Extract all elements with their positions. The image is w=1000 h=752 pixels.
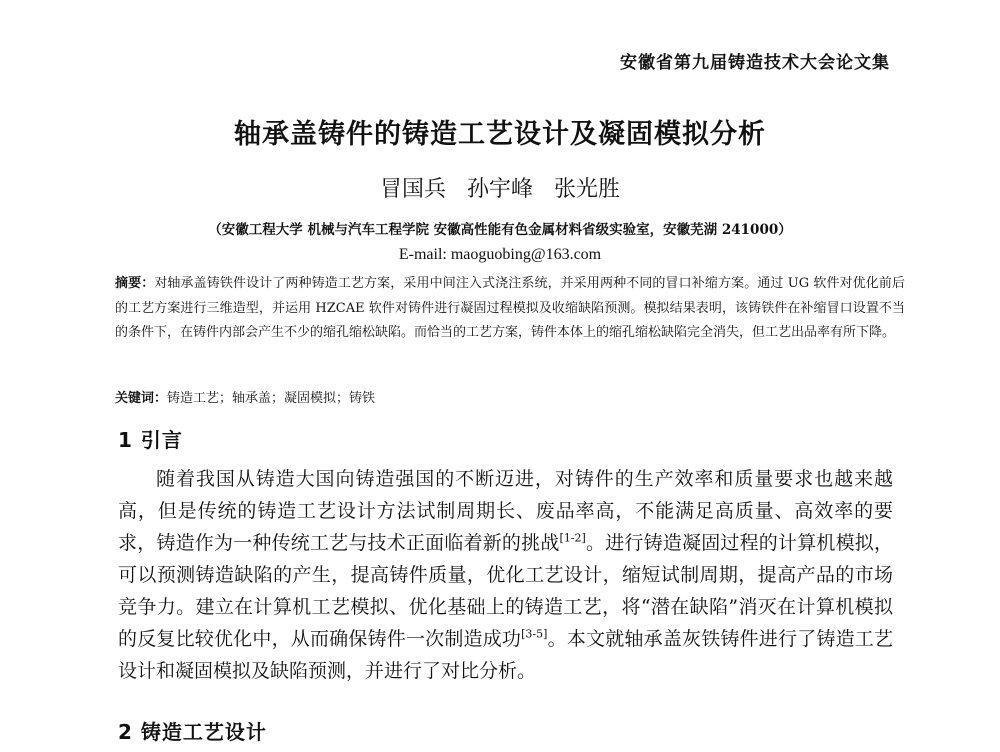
section-heading-introduction: 1 引言 — [118, 428, 183, 452]
abstract-label: 摘要： — [115, 276, 155, 291]
citation-ref: [3-5] — [521, 627, 548, 641]
citation-ref: [1-2] — [559, 531, 586, 545]
intro-text-part1: 随着我国从铸造大国向铸造强国的不断迈进，对铸件的生产效率和质量要求也越来越高，但是传统的铸造工艺设计方法试制周期长、废品率高，不能满足高质量、高效率的要求，铸造作为一种传统工艺与技术正面临着新的挑战 — [118, 468, 893, 554]
keywords — [115, 387, 905, 406]
intro-text-part2: 。进行铸造凝固过程的计算机模拟，可以预测铸造缺陷的产生，提高铸件质量，优化工艺设计，缩短试制周期，提高产品的市场竞争力。建立在计算机工艺模拟、优化基础上的铸造工艺，将“潜在缺陷”消灭在计算机模拟的反复比较优化中，从而确保铸件一次制造成功 — [118, 532, 893, 650]
introduction-paragraph — [118, 463, 893, 687]
abstract — [115, 272, 905, 346]
email: E-mail: maoguobing@163.com — [398, 246, 602, 263]
abstract-text: 对轴承盖铸铁件设计了两种铸造工艺方案，采用中间注入式浇注系统，并采用两种不同的冒口补缩方案。通过 UG 软件对优化前后的工艺方案进行三维造型，并运用 HZCAE 软件对铸件进行凝固过程模拟及收缩缺陷预测。模拟结果表明，该铸铁件在补缩冒口设置不当的条件下，在铸件内部会产生不少的缩孔缩松缺陷。而恰当的工艺方案，铸件本体上的缩孔缩松缺陷完全消失，但工艺出品率有所下降。 — [115, 276, 905, 340]
keywords-text: 铸造工艺；轴承盖；凝固模拟；铸铁 — [167, 391, 376, 406]
paper-title: 轴承盖铸件的铸造工艺设计及凝固模拟分析 — [234, 119, 766, 150]
running-header: 安徽省第九届铸造技术大会论文集 — [620, 53, 890, 73]
keywords-label: 关键词： — [115, 391, 168, 406]
authors: 冒国兵 孙宇峰 张光胜 — [380, 177, 620, 202]
affiliation: （安徽工程大学 机械与汽车工程学院 安徽高性能有色金属材料省级实验室，安徽芜湖 241000） — [208, 222, 792, 238]
intro-text-part3: 。本文就轴承盖灰铁铸件进行了铸造工艺设计和凝固模拟及缺陷预测，并进行了对比分析。 — [118, 628, 893, 682]
section-heading-process-design: 2 铸造工艺设计 — [118, 720, 267, 744]
